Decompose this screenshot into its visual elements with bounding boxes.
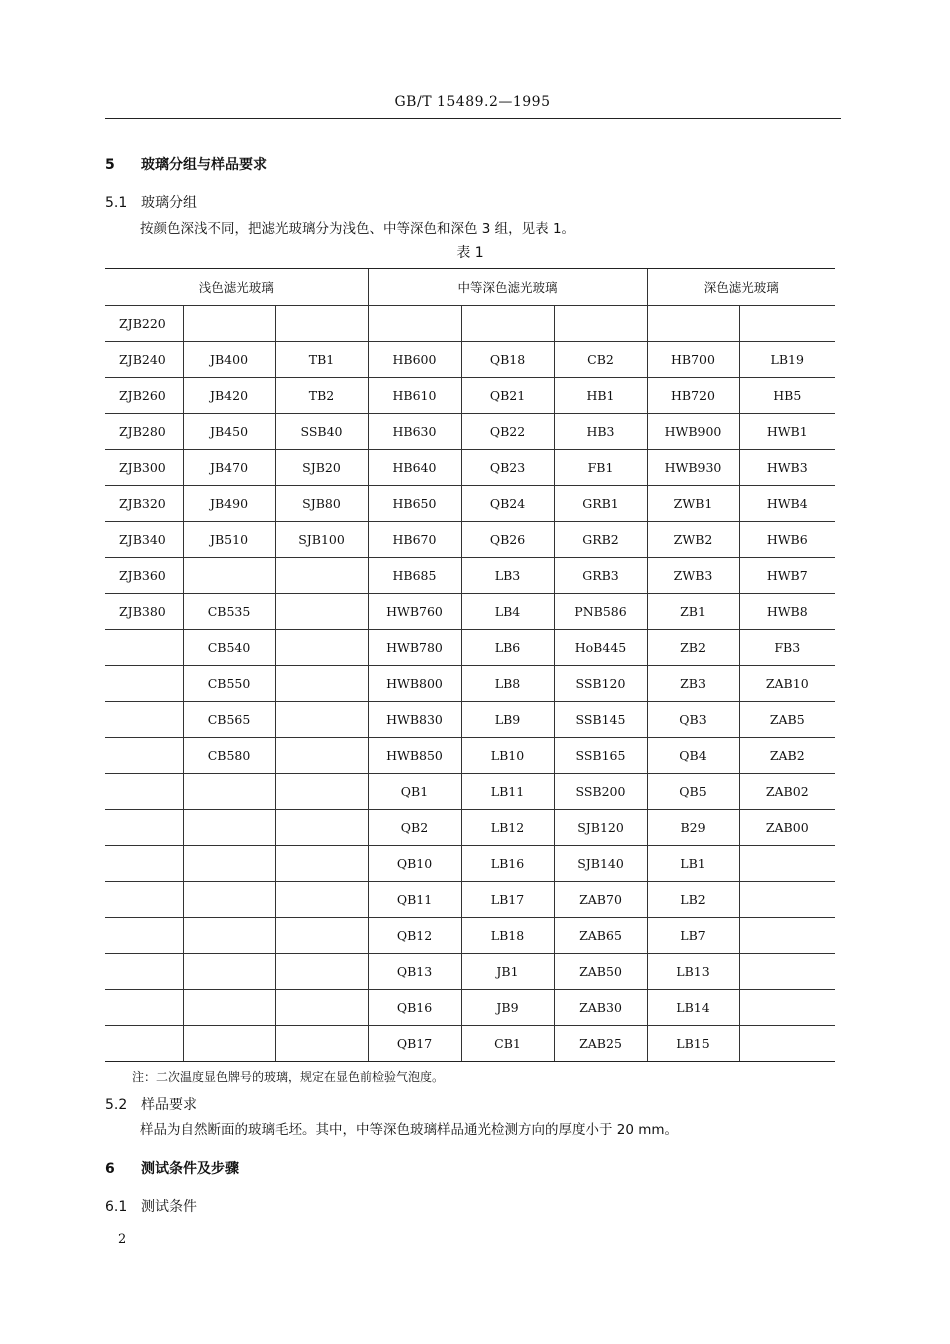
table-cell: QB3 [647,702,739,738]
table-cell: SSB165 [554,738,647,774]
table-cell: CB2 [554,342,647,378]
table-cell: HB700 [647,342,739,378]
table-cell [105,918,183,954]
table-cell [183,558,275,594]
table-body [105,306,835,1062]
table-row [105,558,835,594]
table-cell: ZJB260 [105,378,183,414]
table-cell: HB685 [368,558,461,594]
table-row [105,414,835,450]
table-row [105,378,835,414]
table-row [105,594,835,630]
table-cell: ZAB02 [739,774,835,810]
table-cell: QB2 [368,810,461,846]
table-cell [183,810,275,846]
table-row [105,810,835,846]
table-cell: JB420 [183,378,275,414]
table-cell: HB1 [554,378,647,414]
table-cell: HB650 [368,486,461,522]
table-cell: HWB4 [739,486,835,522]
table-cell: ZWB3 [647,558,739,594]
header-dark-glass: 深色滤光玻璃 [647,269,835,306]
table-row [105,666,835,702]
table-cell: ZJB220 [105,306,183,342]
table-note: 注：二次温度显色牌号的玻璃，规定在显色前检验气泡度。 [132,1070,445,1084]
table-cell: LB14 [647,990,739,1026]
table-cell [368,306,461,342]
table-row [105,450,835,486]
table-cell: QB1 [368,774,461,810]
table-header-row [105,269,835,306]
table-cell [183,954,275,990]
table-cell: SJB80 [275,486,368,522]
table-cell: ZAB10 [739,666,835,702]
table-cell: LB10 [461,738,554,774]
table-cell: QB16 [368,990,461,1026]
table-cell [739,846,835,882]
header-rule [105,118,841,119]
table-cell: LB7 [647,918,739,954]
table-cell: ZAB2 [739,738,835,774]
table-cell: ZJB300 [105,450,183,486]
table-cell: HB670 [368,522,461,558]
table-cell: ZB2 [647,630,739,666]
table-cell: QB10 [368,846,461,882]
table-cell: JB450 [183,414,275,450]
table-cell: ZJB380 [105,594,183,630]
table-cell [275,630,368,666]
table-cell: QB23 [461,450,554,486]
table-cell: HB630 [368,414,461,450]
table-cell [275,810,368,846]
table-cell: HWB7 [739,558,835,594]
table-cell [739,1026,835,1062]
table-cell: LB8 [461,666,554,702]
table-cell [275,306,368,342]
table-cell: QB22 [461,414,554,450]
table-cell: HB3 [554,414,647,450]
table-cell [105,738,183,774]
table-cell: SSB200 [554,774,647,810]
table-cell: CB540 [183,630,275,666]
table-cell [739,918,835,954]
table-cell: ZAB50 [554,954,647,990]
table-cell: LB17 [461,882,554,918]
table-cell: ZWB2 [647,522,739,558]
subsection-title: 样品要求 [141,1097,197,1113]
table-cell: SSB40 [275,414,368,450]
table-cell: HWB850 [368,738,461,774]
section-6-heading [105,1158,239,1178]
table-cell [105,810,183,846]
table-cell: JB400 [183,342,275,378]
table-cell: ZAB65 [554,918,647,954]
table-cell [275,702,368,738]
table-row [105,306,835,342]
table-row [105,918,835,954]
table-cell: HB640 [368,450,461,486]
table-cell [105,846,183,882]
table-cell: HWB830 [368,702,461,738]
table-cell [275,990,368,1026]
table-cell: ZJB340 [105,522,183,558]
table-row [105,882,835,918]
table-cell [647,306,739,342]
table-cell: HWB1 [739,414,835,450]
table-cell: PNB586 [554,594,647,630]
table-cell: HWB780 [368,630,461,666]
table-row [105,954,835,990]
table-row [105,630,835,666]
table-cell [183,846,275,882]
table-cell: QB24 [461,486,554,522]
table-cell [739,990,835,1026]
table-cell: ZWB1 [647,486,739,522]
table-cell [275,594,368,630]
table-cell: GRB2 [554,522,647,558]
header-light-glass: 浅色滤光玻璃 [105,269,368,306]
table-cell [554,306,647,342]
table-cell: JB510 [183,522,275,558]
table-cell: LB3 [461,558,554,594]
subsection-title: 玻璃分组 [141,195,197,211]
subsection-number: 5.2 [105,1097,128,1113]
table-cell [183,990,275,1026]
table-cell [105,702,183,738]
table-cell: ZJB240 [105,342,183,378]
table-cell: LB11 [461,774,554,810]
table-cell [183,774,275,810]
table-cell: LB19 [739,342,835,378]
table-cell: FB3 [739,630,835,666]
table-cell: CB535 [183,594,275,630]
table-cell: LB9 [461,702,554,738]
table-cell [739,954,835,990]
table-cell [105,774,183,810]
subsection-5-1-heading [105,192,197,212]
table-cell [183,918,275,954]
table-cell: LB12 [461,810,554,846]
table-cell [105,954,183,990]
table-cell: SJB140 [554,846,647,882]
table-cell: ZB3 [647,666,739,702]
table-cell [105,1026,183,1062]
table-cell: HB5 [739,378,835,414]
table-cell [275,918,368,954]
table-row [105,990,835,1026]
table-cell: QB26 [461,522,554,558]
table-cell: SJB120 [554,810,647,846]
table-cell: QB17 [368,1026,461,1062]
table-cell: QB21 [461,378,554,414]
table-cell: QB5 [647,774,739,810]
table-cell: JB9 [461,990,554,1026]
table-row [105,702,835,738]
table-cell [275,738,368,774]
glass-group-table [105,268,835,1062]
table-cell: CB1 [461,1026,554,1062]
table-cell [275,882,368,918]
table-cell: QB12 [368,918,461,954]
table-cell: LB18 [461,918,554,954]
table-cell: ZB1 [647,594,739,630]
table-row [105,738,835,774]
header-medium-glass: 中等深色滤光玻璃 [368,269,647,306]
table-cell: TB1 [275,342,368,378]
table-cell: TB2 [275,378,368,414]
table-cell [105,630,183,666]
table-cell: QB4 [647,738,739,774]
table-cell: SSB145 [554,702,647,738]
section-title: 测试条件及步骤 [141,1161,239,1177]
table-cell: JB490 [183,486,275,522]
section-title: 玻璃分组与样品要求 [141,157,267,173]
table-cell: HWB930 [647,450,739,486]
table-cell: HB610 [368,378,461,414]
section-5-heading [105,154,267,174]
table-cell [105,882,183,918]
table-cell: HB720 [647,378,739,414]
table-cell: LB6 [461,630,554,666]
table-cell: HWB3 [739,450,835,486]
table-cell: ZJB320 [105,486,183,522]
table-cell: SJB20 [275,450,368,486]
table-cell: GRB1 [554,486,647,522]
table-caption: 表 1 [456,245,484,261]
table-cell: CB565 [183,702,275,738]
table-cell: QB18 [461,342,554,378]
table-cell: HoB445 [554,630,647,666]
page-header: GB/T 15489.2—1995 [394,94,551,110]
table-row [105,774,835,810]
table-cell: FB1 [554,450,647,486]
table-cell: HWB800 [368,666,461,702]
table-cell [105,666,183,702]
subsection-title: 测试条件 [141,1199,197,1215]
page-number: 2 [118,1232,127,1247]
table-cell: LB15 [647,1026,739,1062]
table-cell: ZAB00 [739,810,835,846]
table-cell: GRB3 [554,558,647,594]
table-cell: HWB760 [368,594,461,630]
table-cell [275,954,368,990]
table-cell: LB16 [461,846,554,882]
table-cell: ZJB360 [105,558,183,594]
table-cell [275,1026,368,1062]
table-row [105,522,835,558]
table-row [105,1026,835,1062]
table-cell: HWB900 [647,414,739,450]
table-cell: ZAB70 [554,882,647,918]
subsection-5-2-text: 样品为自然断面的玻璃毛坯。其中，中等深色玻璃样品通光检测方向的厚度小于 20 mm。 [140,1122,679,1138]
table-cell [275,666,368,702]
subsection-6-1-heading [105,1196,197,1216]
table-cell: ZJB280 [105,414,183,450]
section-number: 6 [105,1161,115,1177]
table-cell: HB600 [368,342,461,378]
table-row [105,486,835,522]
table-cell: JB470 [183,450,275,486]
table-cell: ZAB30 [554,990,647,1026]
table-cell [461,306,554,342]
subsection-number: 5.1 [105,195,128,211]
table-cell: LB4 [461,594,554,630]
table-cell: QB13 [368,954,461,990]
subsection-5-2-heading [105,1094,197,1114]
table-cell [183,1026,275,1062]
table-cell [275,846,368,882]
table-cell [105,990,183,1026]
table-cell: LB13 [647,954,739,990]
table-cell: ZAB25 [554,1026,647,1062]
table-cell: LB2 [647,882,739,918]
table-cell [739,882,835,918]
section-number: 5 [105,157,115,173]
table-cell [275,558,368,594]
table-cell: LB1 [647,846,739,882]
subsection-number: 6.1 [105,1199,128,1215]
table-cell [183,306,275,342]
subsection-5-1-text: 按颜色深浅不同，把滤光玻璃分为浅色、中等深色和深色 3 组，见表 1。 [140,221,576,237]
table-cell: ZAB5 [739,702,835,738]
table-cell [275,774,368,810]
table-cell: SJB100 [275,522,368,558]
table-cell: CB550 [183,666,275,702]
table-row [105,342,835,378]
table-row [105,846,835,882]
table-cell: B29 [647,810,739,846]
table-cell [739,306,835,342]
table-cell [183,882,275,918]
table-cell: CB580 [183,738,275,774]
table-cell: HWB8 [739,594,835,630]
table-cell: JB1 [461,954,554,990]
table-cell: QB11 [368,882,461,918]
table-cell: HWB6 [739,522,835,558]
table-cell: SSB120 [554,666,647,702]
